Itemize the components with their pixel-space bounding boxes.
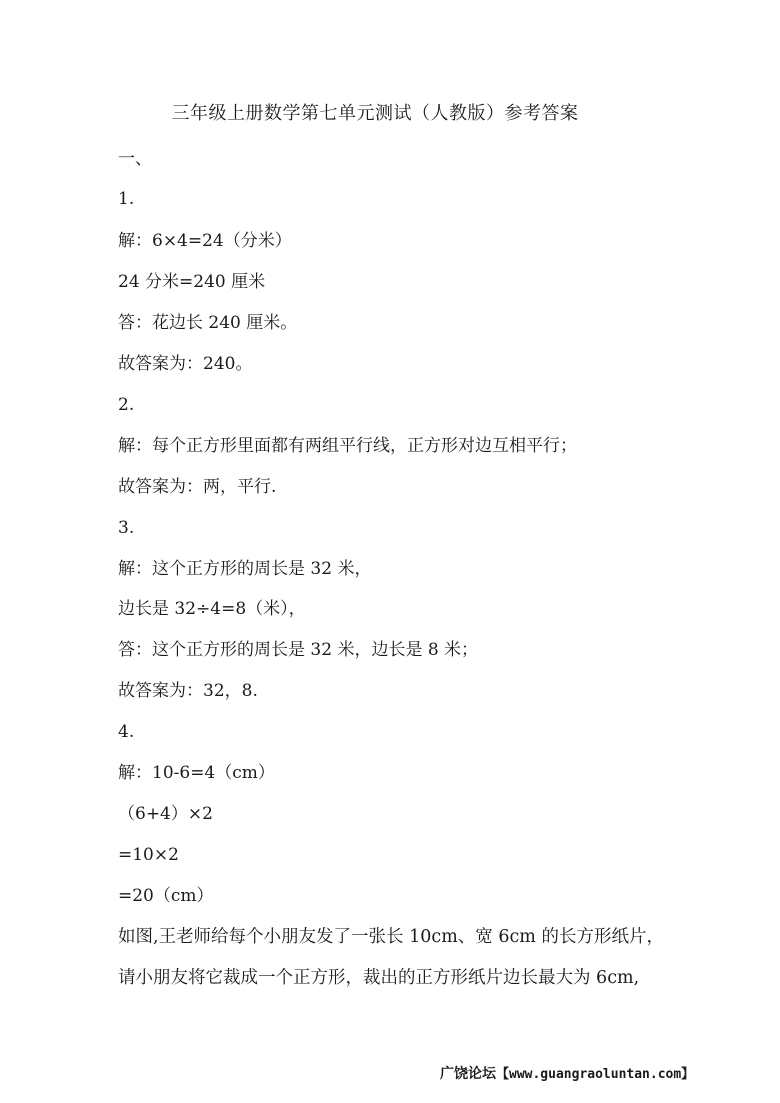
answer-line: 答：这个正方形的周长是 32 米，边长是 8 米； (118, 640, 479, 660)
footer-watermark (440, 1064, 694, 1085)
answer-line: 解：10-6=4（cm） (118, 763, 275, 783)
section-marker: 一、 (118, 149, 152, 169)
document-title: 三年级上册数学第七单元测试（人教版）参考答案 (171, 103, 579, 124)
question-number-2: 2. (118, 395, 135, 415)
answer-line: 解：6×4=24（分米） (118, 231, 292, 251)
answer-line: 解：这个正方形的周长是 32 米， (118, 559, 372, 579)
answer-line: （6+4）×2 (118, 804, 213, 824)
answer-line: =10×2 (118, 845, 179, 865)
answer-line: =20（cm） (118, 886, 214, 906)
answer-line: 故答案为：两，平行. (118, 477, 277, 497)
question-number-3: 3. (118, 518, 135, 538)
answer-line: 边长是 32÷4=8（米）， (118, 599, 306, 619)
explanation-paragraph-line: 如图,王老师给每个小朋友发了一张长 10cm、宽 6cm 的长方形纸片， (118, 927, 664, 947)
answer-line: 故答案为：32，8. (118, 681, 258, 701)
explanation-paragraph-line: 请小朋友将它裁成一个正方形，裁出的正方形纸片边长最大为 6cm, (118, 968, 640, 988)
footer-brand: 广饶论坛 (440, 1066, 496, 1082)
answer-line: 24 分米=240 厘米 (118, 272, 266, 292)
answer-line: 答：花边长 240 厘米。 (118, 313, 298, 333)
question-number-4: 4. (118, 722, 135, 742)
answer-line: 解：每个正方形里面都有两组平行线，正方形对边互相平行； (118, 436, 577, 456)
answer-line: 故答案为：240。 (118, 354, 253, 374)
question-number-1: 1. (118, 189, 135, 209)
footer-site-link[interactable]: 【www.guangraoluntan.com】 (496, 1067, 695, 1082)
